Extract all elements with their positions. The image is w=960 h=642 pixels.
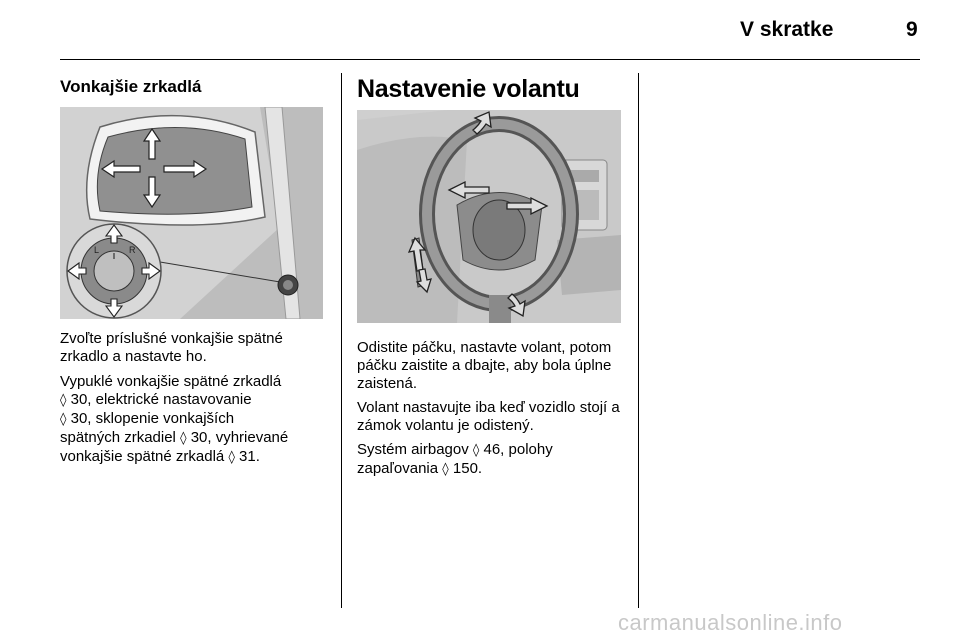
steering-wheel-illustration — [357, 110, 621, 323]
left-text-block — [60, 330, 330, 467]
page-ref-icon: ◊ — [472, 443, 480, 458]
knob-label-right: R — [129, 245, 136, 255]
section-title-exterior-mirrors: Vonkajšie zrkadlá — [60, 77, 202, 96]
running-header-title: V skratke — [740, 18, 834, 41]
page-ref-icon: ◊ — [442, 462, 449, 477]
knob-label-left: L — [94, 245, 100, 255]
ref-line-7[interactable]: 31. — [239, 448, 260, 465]
page-ref-icon: ◊ — [60, 412, 67, 427]
ref-line-5[interactable]: 30, vyhrievané — [190, 429, 289, 446]
page-ref-icon: ◊ — [180, 431, 187, 446]
column-divider-right — [638, 73, 639, 608]
mirror-illustration — [60, 107, 323, 319]
mirror-adjust-figure — [60, 107, 323, 319]
ref-page-46[interactable]: 46, polohy — [483, 441, 553, 458]
page-number: 9 — [906, 18, 918, 41]
column-divider-left — [341, 73, 342, 608]
ref-line-2[interactable]: 30, elektrické nastavovanie — [70, 391, 252, 408]
steering-wheel-figure — [357, 110, 621, 323]
header-divider — [60, 59, 920, 60]
mirror-references-paragraph — [60, 373, 330, 467]
ref-line-1: Vypuklé vonkajšie spätné zrkadlá — [60, 373, 282, 390]
steering-warning-paragraph: Volant nastavujte iba keď vozidlo stojí a zámok volantu je odistený. — [357, 399, 620, 434]
steering-references-paragraph — [357, 441, 632, 479]
steering-instruction-paragraph: Odistite páčku, nastavte volant, potom páčku zaistite a dbajte, aby bola úplne zaistená. — [357, 339, 612, 392]
ref-line-6: vonkajšie spätné zrkadlá — [60, 448, 225, 465]
ref-line-3[interactable]: 30, sklopenie vonkajších — [70, 410, 235, 427]
ref-page-150[interactable]: 150. — [452, 460, 483, 477]
page-ref-icon: ◊ — [60, 393, 67, 408]
ref-line-4: spätných zrkadiel — [60, 429, 176, 446]
section-title-steering-wheel: Nastavenie volantu — [357, 75, 580, 103]
page-ref-icon: ◊ — [228, 450, 235, 465]
ref-text-ignition: zapaľovania — [357, 460, 439, 477]
mirror-instruction-paragraph: Zvoľte príslušné vonkajšie spätné zrkadlo a nastavte ho. — [60, 330, 283, 365]
middle-text-block — [357, 339, 632, 479]
ref-text-airbag: Systém airbagov — [357, 441, 469, 458]
watermark-text: carmanualsonline.info — [618, 610, 843, 635]
